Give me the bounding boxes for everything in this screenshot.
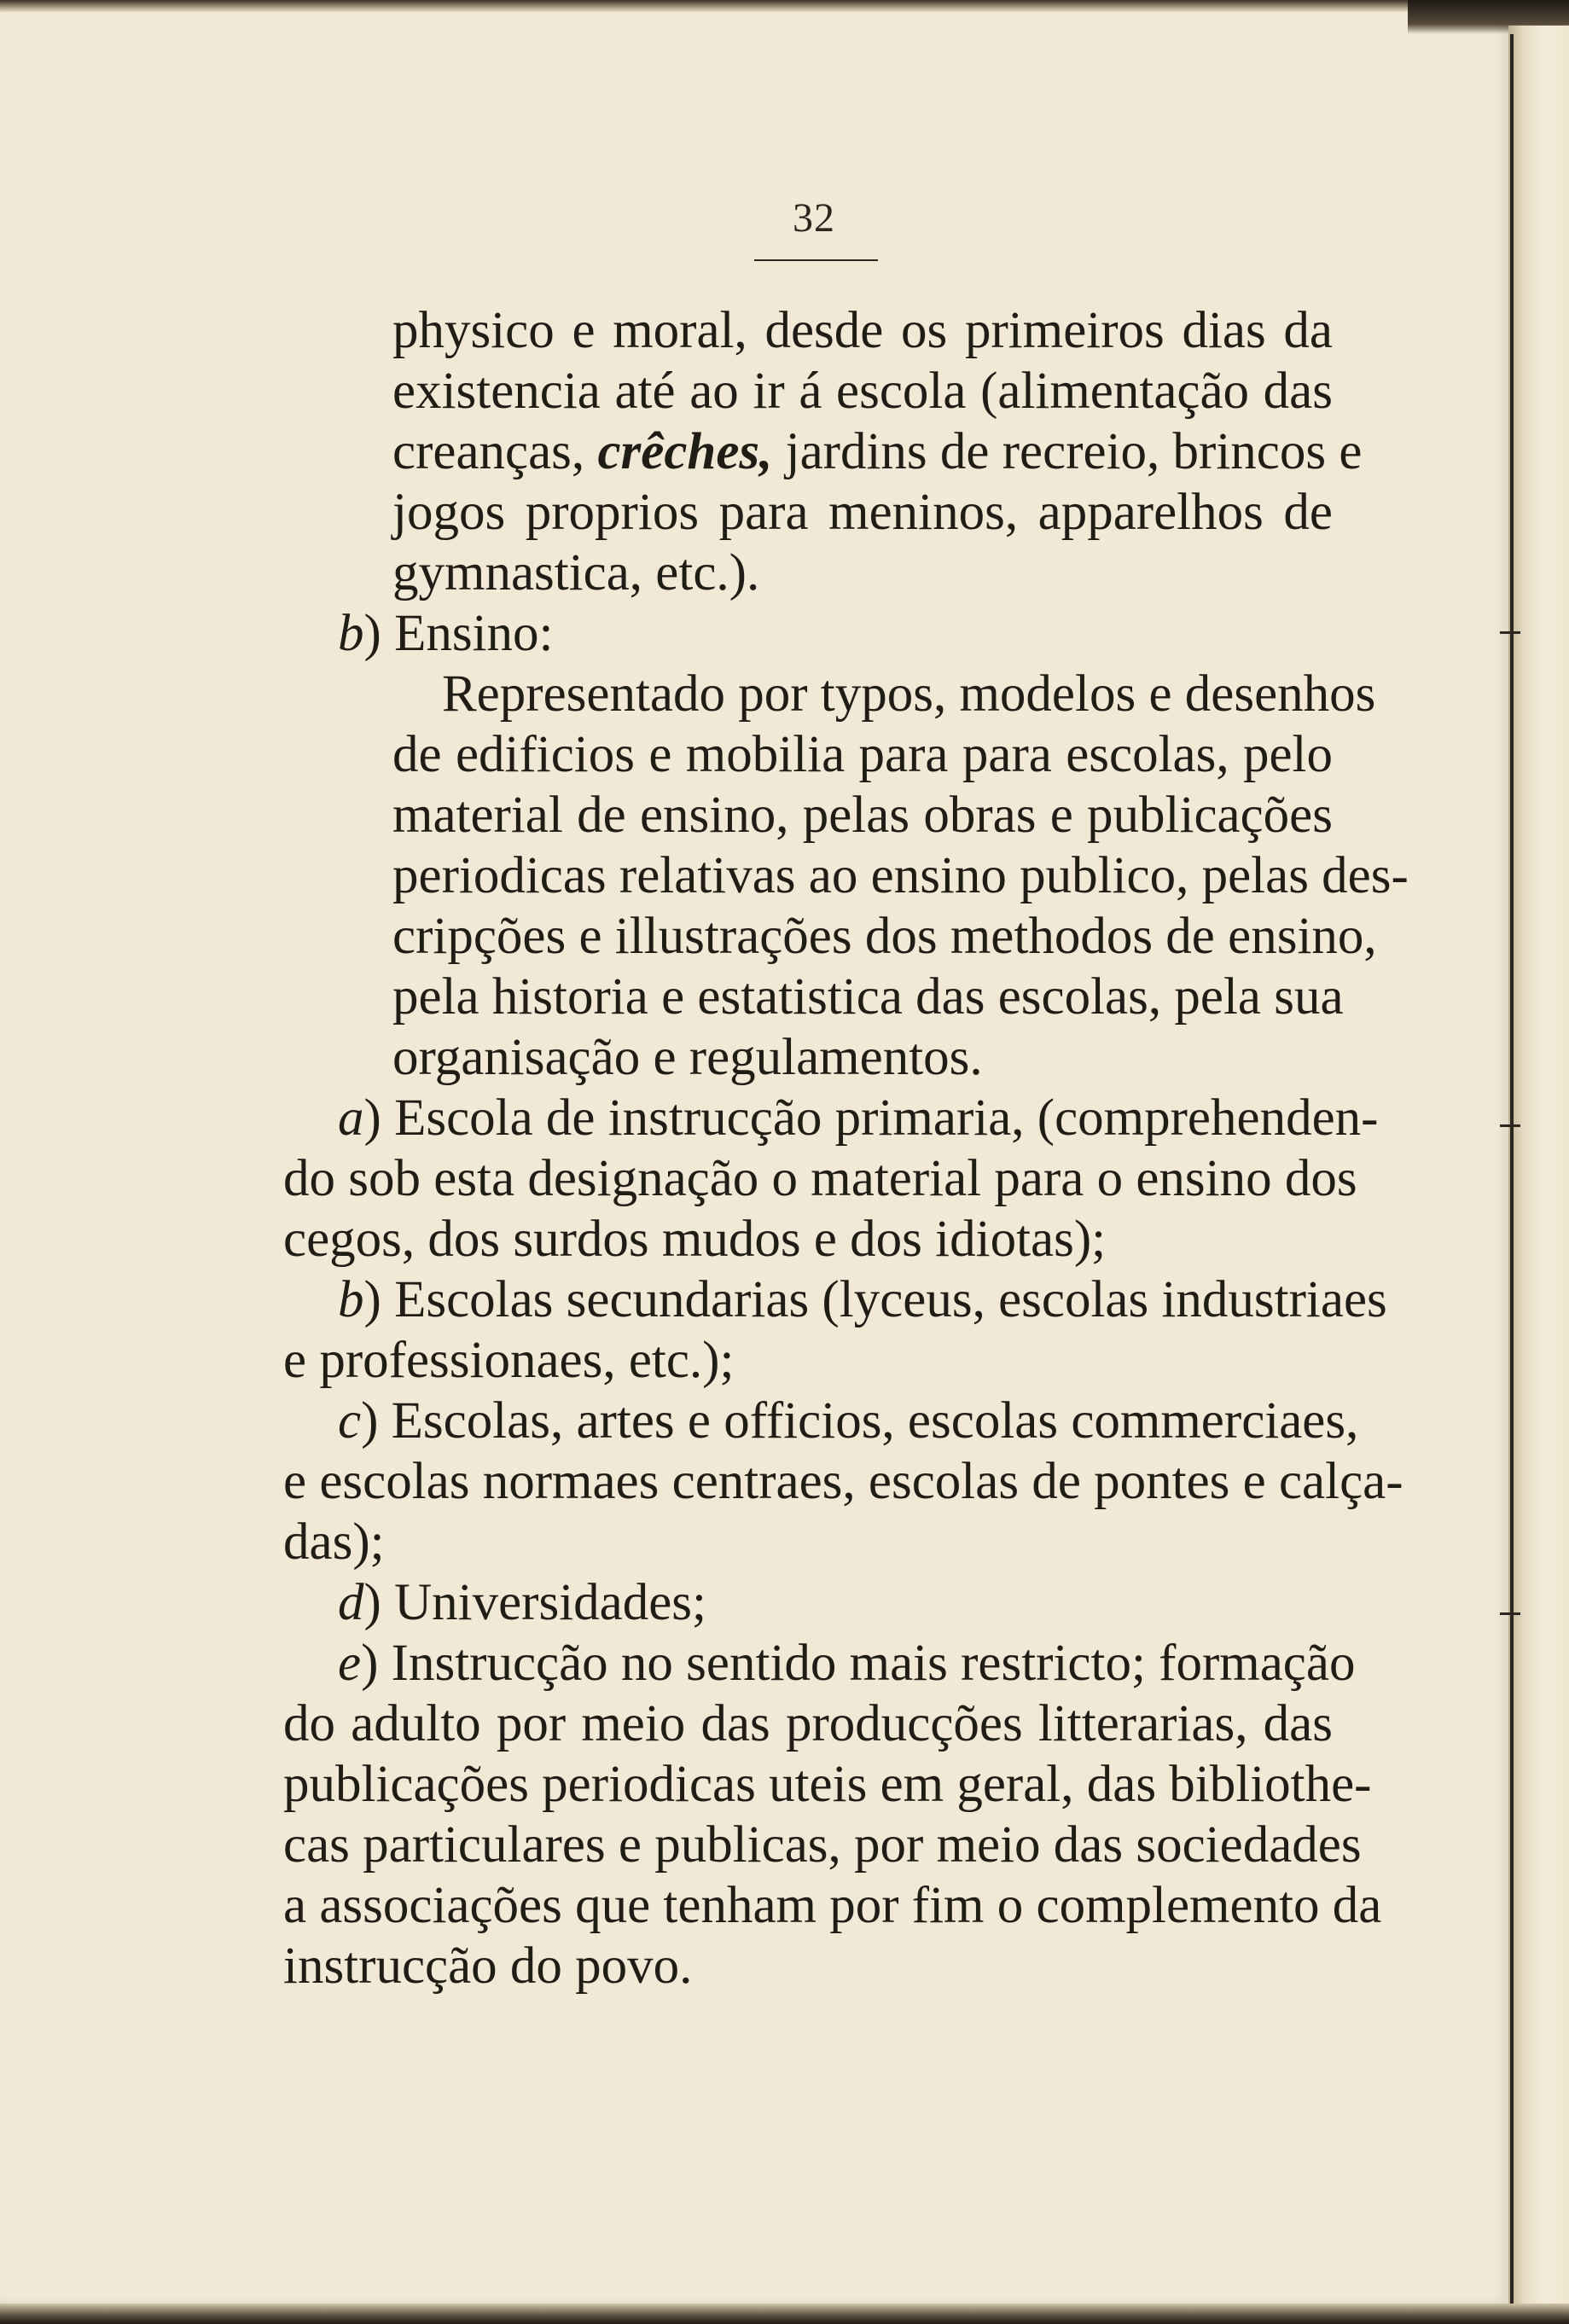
text-line: de edificios e mobilia para para escolas, pelo	[392, 726, 1333, 783]
gutter-tick	[1500, 1124, 1520, 1127]
text-line: jogos proprios para meninos, apparelhos de	[392, 484, 1333, 541]
text-line: a associações que tenham por fim o complemento da	[283, 1877, 1382, 1934]
page-top-edge	[0, 0, 1569, 12]
gutter-tick	[1500, 1612, 1520, 1615]
text-line: instrucção do povo.	[283, 1938, 693, 1995]
page-number-rule	[754, 259, 878, 261]
text-line: physico e moral, desde os primeiros dias da	[392, 302, 1333, 359]
list-item: e) Instrucção no sentido mais restricto; formação	[338, 1635, 1356, 1692]
list-item: c) Escolas, artes e officios, escolas commerciaes,	[338, 1392, 1359, 1450]
text-line: periodicas relativas ao ensino publico, pelas des-	[392, 847, 1409, 904]
text-line: Representado por typos, modelos e desenhos	[442, 665, 1376, 723]
text-line: pela historia e estatistica das escolas, pela sua	[392, 968, 1344, 1025]
gutter-tick	[1500, 631, 1520, 634]
list-heading: b) Ensino:	[338, 605, 554, 662]
text-line: material de ensino, pelas obras e publicações	[392, 787, 1333, 844]
list-item: a) Escola de instrucção primaria, (comprehenden-	[338, 1089, 1379, 1147]
text-line: e professionaes, etc.);	[283, 1332, 735, 1389]
page-gutter	[1508, 26, 1569, 2304]
page-bottom-edge	[0, 2304, 1569, 2324]
text-line: creanças, crêches, jardins de recreio, brincos e	[392, 423, 1363, 480]
text-line: e escolas normaes centraes, escolas de pontes e calça-	[283, 1453, 1403, 1510]
text-line: do sob esta designação o material para o ensino dos	[283, 1150, 1357, 1207]
list-item: b) Escolas secundarias (lyceus, escolas industriaes	[338, 1271, 1387, 1328]
text-line: do adulto por meio das producções litterarias, das	[283, 1695, 1333, 1752]
text-line: cas particulares e publicas, por meio das sociedades	[283, 1816, 1362, 1874]
page-number: 32	[793, 195, 835, 241]
body-text	[283, 300, 1409, 1996]
text-line: cegos, dos surdos mudos e dos idiotas);	[283, 1211, 1107, 1268]
text-line: organisação e regulamentos.	[392, 1029, 983, 1086]
text-line: cripções e illustrações dos methodos de ensino,	[392, 908, 1377, 965]
text-line: gymnastica, etc.).	[392, 544, 760, 601]
gutter-line	[1510, 34, 1514, 2304]
list-item: d) Universidades;	[338, 1574, 706, 1631]
text-line: das);	[283, 1514, 385, 1571]
text-line: existencia até ao ir á escola (alimentação das	[392, 363, 1333, 420]
text-line: publicações periodicas uteis em geral, das bibliothe-	[283, 1756, 1372, 1813]
